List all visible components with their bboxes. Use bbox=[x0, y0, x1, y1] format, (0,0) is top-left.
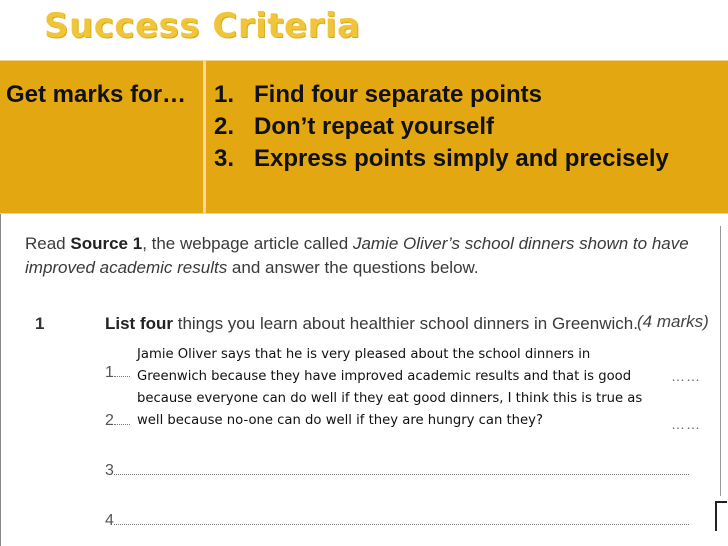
answer-line bbox=[105, 512, 689, 530]
page-edge-rule bbox=[720, 226, 721, 496]
intro-prefix: Read bbox=[25, 234, 71, 253]
criteria-item bbox=[214, 111, 714, 143]
criteria-item-number: 2. bbox=[214, 113, 235, 140]
question-rest: things you learn about healthier school dinners in Greenwich. bbox=[173, 314, 638, 333]
criteria-divider bbox=[203, 61, 206, 215]
corner-bracket bbox=[715, 501, 727, 531]
source-intro bbox=[25, 232, 705, 280]
source-worksheet bbox=[0, 214, 728, 546]
dotted-line bbox=[114, 524, 689, 525]
slide-title: Success Criteria bbox=[44, 6, 361, 46]
criteria-item-text: Don’t repeat yourself bbox=[254, 113, 495, 140]
answer-line bbox=[105, 462, 689, 480]
criteria-item-text: Express points simply and precisely bbox=[254, 145, 669, 172]
criteria-item bbox=[214, 79, 714, 111]
criteria-item bbox=[214, 143, 714, 175]
answer-line-label: 3 bbox=[105, 462, 114, 479]
marks-label: (4 marks) bbox=[637, 312, 709, 331]
question-bold: List four bbox=[105, 314, 173, 333]
dotted-line-end: …… bbox=[671, 368, 701, 384]
criteria-list bbox=[214, 79, 714, 175]
dotted-line-end: …… bbox=[671, 416, 701, 432]
student-answer-textbox[interactable]: Jamie Oliver says that he is very pleased about the school dinners in Greenwich because they have improved academic results and that is good because everyone can do well if they eat good dinners, I think this is true as well because no-one can do well if they are hungry can they? bbox=[131, 342, 657, 452]
criteria-item-number: 3. bbox=[214, 145, 235, 172]
question-number: 1 bbox=[35, 314, 45, 333]
answer-line-label: 2 bbox=[105, 412, 114, 429]
intro-mid: , the webpage article called bbox=[142, 234, 353, 253]
answer-line-label: 4 bbox=[105, 512, 114, 529]
dotted-line bbox=[114, 474, 689, 475]
intro-source-name: Source 1 bbox=[70, 234, 143, 253]
answer-line bbox=[105, 364, 134, 382]
intro-suffix: and answer the questions below. bbox=[227, 258, 479, 277]
criteria-item-text: Find four separate points bbox=[254, 81, 543, 108]
answer-line-label: 1 bbox=[105, 364, 114, 381]
success-criteria-panel bbox=[0, 60, 728, 214]
answer-line bbox=[105, 412, 134, 430]
criteria-label: Get marks for… bbox=[6, 81, 187, 108]
intro-article-title: Jamie Oliver’s school dinners shown to have improved academic results bbox=[25, 234, 689, 277]
question-text bbox=[105, 314, 638, 334]
criteria-item-number: 1. bbox=[214, 81, 235, 108]
